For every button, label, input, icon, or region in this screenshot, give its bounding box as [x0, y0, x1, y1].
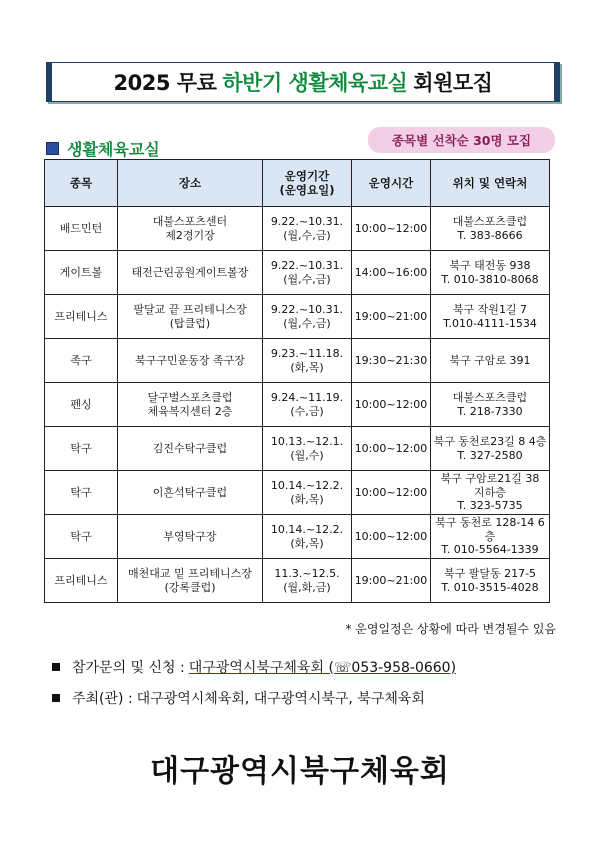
column-header: 위치 및 연락처 [431, 160, 550, 207]
column-header: 종목 [45, 160, 118, 207]
table-cell: 펜싱 [45, 383, 118, 427]
host-line [52, 688, 425, 708]
table-cell: 족구 [45, 339, 118, 383]
column-header: 장소 [118, 160, 263, 207]
table-cell: 북구 작원1길 7 T.010-4111-1534 [431, 295, 550, 339]
inquiry-contact: 대구광역시북구체육회 (☏053-958-0660) [188, 660, 457, 676]
table-row [45, 559, 550, 603]
footer-organization: 대구광역시북구체육회 [150, 754, 450, 789]
table-cell: 탁구 [45, 471, 118, 515]
square-bullet-icon [52, 663, 60, 671]
table-cell: 19:00~21:00 [352, 559, 431, 603]
host-value: 대구광역시체육회, 대구광역시북구, 북구체육회 [136, 691, 425, 707]
table-header-row [45, 160, 550, 207]
table-row [45, 427, 550, 471]
recruit-badge: 종목별 선착순 30명 모집 [368, 127, 555, 153]
table-cell: 북구 구암로21길 38 지하층 T. 323-5735 [431, 471, 550, 515]
schedule-note: * 운영일정은 상황에 따라 변경될수 있음 [345, 622, 556, 636]
table-cell: 북구 구암로 391 [431, 339, 550, 383]
table-row [45, 515, 550, 559]
table-cell: 팔달교 끝 프리테니스장 (탑클럽) [118, 295, 263, 339]
table-cell: 10.14.~12.2. (화,목) [263, 515, 352, 559]
section-heading [46, 137, 160, 160]
table-cell: 김진수탁구클럽 [118, 427, 263, 471]
table-cell: 탁구 [45, 427, 118, 471]
square-bullet-icon [52, 694, 60, 702]
table-cell: 10:00~12:00 [352, 427, 431, 471]
title-pre: 2025 무료 [113, 71, 217, 95]
table-cell: 태전근린공원게이트볼장 [118, 251, 263, 295]
table-cell: 11.3.~12.5. (월,화,금) [263, 559, 352, 603]
table-cell: 배드민턴 [45, 207, 118, 251]
table-cell: 게이트볼 [45, 251, 118, 295]
square-bullet-icon [46, 142, 59, 155]
table-row [45, 383, 550, 427]
table-cell: 14:00~16:00 [352, 251, 431, 295]
schedule-table [44, 159, 550, 603]
table-cell: 대불스포츠클럽 T. 218-7330 [431, 383, 550, 427]
table-cell: 대불스포츠클럽 T. 383-8666 [431, 207, 550, 251]
table-cell: 부영탁구장 [118, 515, 263, 559]
column-header: 운영시간 [352, 160, 431, 207]
table-cell: 북구구민운동장 족구장 [118, 339, 263, 383]
table-cell: 9.22.~10.31. (월,수,금) [263, 251, 352, 295]
table-cell: 10:00~12:00 [352, 515, 431, 559]
column-header: 운영기간 (운영요일) [263, 160, 352, 207]
table-cell: 10:00~12:00 [352, 471, 431, 515]
table-cell: 북구 동천로 128-14 6층 T. 010-5564-1339 [431, 515, 550, 559]
table-row [45, 471, 550, 515]
table-cell: 이흔석탁구클럽 [118, 471, 263, 515]
table-row [45, 295, 550, 339]
table-cell: 북구 태전동 938 T. 010-3810-8068 [431, 251, 550, 295]
table-cell: 대불스포츠센터 제2경기장 [118, 207, 263, 251]
table-cell: 19:00~21:00 [352, 295, 431, 339]
table-cell: 달구벌스포츠클럽 체육복지센터 2층 [118, 383, 263, 427]
table-cell: 9.22.~10.31. (월,수,금) [263, 207, 352, 251]
table-cell: 북구 동천로23길 8 4층 T. 327-2580 [431, 427, 550, 471]
table-cell: 10:00~12:00 [352, 383, 431, 427]
table-row [45, 251, 550, 295]
table-cell: 매천대교 밑 프리테니스장 (강록클럽) [118, 559, 263, 603]
table-cell: 프리테니스 [45, 559, 118, 603]
table-cell: 9.22.~10.31. (월,수,금) [263, 295, 352, 339]
table-cell: 10:00~12:00 [352, 207, 431, 251]
table-cell: 탁구 [45, 515, 118, 559]
table-row [45, 207, 550, 251]
table-cell: 프리테니스 [45, 295, 118, 339]
table-cell: 19:30~21:30 [352, 339, 431, 383]
table-cell: 9.23.~11.18. (화,목) [263, 339, 352, 383]
table-cell: 10.13.~12.1. (월,수) [263, 427, 352, 471]
table-cell: 9.24.~11.19. (수,금) [263, 383, 352, 427]
table-cell: 북구 팔달동 217-5 T. 010-3515-4028 [431, 559, 550, 603]
host-label: 주최(관) : [72, 691, 133, 707]
table-row [45, 339, 550, 383]
page-title [46, 62, 560, 102]
inquiry-line [52, 657, 456, 677]
title-accent: 하반기 생활체육교실 [222, 71, 408, 95]
inquiry-label: 참가문의 및 신청 : [72, 660, 185, 676]
title-post: 회원모집 [413, 71, 493, 95]
table-cell: 10.14.~12.2. (화,목) [263, 471, 352, 515]
section-title: 생활체육교실 [67, 140, 160, 159]
